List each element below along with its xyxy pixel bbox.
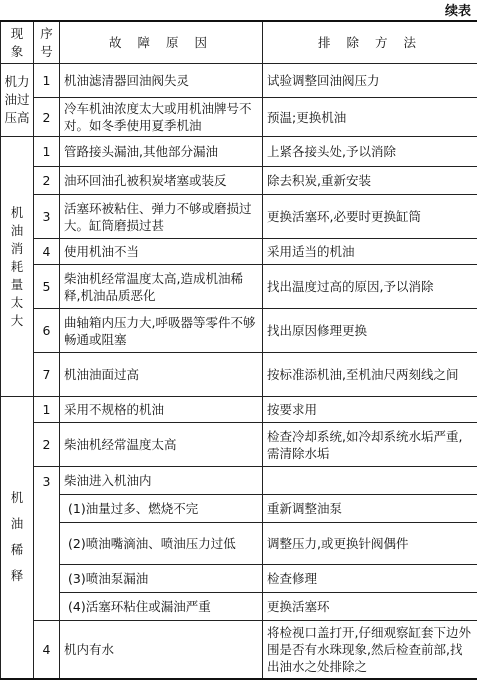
num-cell: 3 <box>34 467 60 621</box>
table-row <box>1 495 477 523</box>
header-row <box>1 21 477 64</box>
remedy-cell: 调整压力,或更换针阀偶件 <box>263 523 477 565</box>
remedy-cell: 按标准添机油,至机油尺两刻线之间 <box>263 353 477 397</box>
cause-cell: 柴油进入机油内 <box>60 467 263 495</box>
num-cell: 3 <box>34 195 60 239</box>
remedy-cell: 检查冷却系统,如冷却系统水垢严重,需清除水垢 <box>263 423 477 467</box>
symptom-cell: 机油消耗量太大 <box>1 137 34 397</box>
symptom-cell: 机力油过压高 <box>1 64 34 137</box>
num-cell: 4 <box>34 239 60 265</box>
header-cause: 故 障 原 因 <box>60 21 263 64</box>
remedy-cell: 按要求用 <box>263 397 477 423</box>
cause-cell: 冷车机油浓度太大或用机油牌号不对。如冬季使用夏季机油 <box>60 98 263 137</box>
table-row <box>1 98 477 137</box>
cause-cell: 油环回油孔被积炭堵塞或装反 <box>60 167 263 195</box>
num-cell: 7 <box>34 353 60 397</box>
num-cell: 2 <box>34 423 60 467</box>
table-row <box>1 523 477 565</box>
table-row <box>1 423 477 467</box>
cause-cell: 采用不规格的机油 <box>60 397 263 423</box>
table-row <box>1 137 477 167</box>
cause-cell: 柴油机经常温度太高,造成机油稀释,机油品质恶化 <box>60 265 263 309</box>
num-cell: 5 <box>34 265 60 309</box>
num-cell: 2 <box>34 98 60 137</box>
table-row <box>1 64 477 98</box>
table-row <box>1 565 477 593</box>
table-row <box>1 265 477 309</box>
header-symptom: 现象 <box>1 21 34 64</box>
cause-cell: 管路接头漏油,其他部分漏油 <box>60 137 263 167</box>
symptom-cell: 机油稀释 <box>1 397 34 679</box>
remedy-cell: 上紧各接头处,予以消除 <box>263 137 477 167</box>
num-cell: 4 <box>34 621 60 679</box>
header-num: 序号 <box>34 21 60 64</box>
num-cell: 2 <box>34 167 60 195</box>
cause-cell: 机内有水 <box>60 621 263 679</box>
cause-cell: (4)活塞环粘住或漏油严重 <box>60 593 263 621</box>
cause-cell: 曲轴箱内压力大,呼吸器等零件不够畅通或阻塞 <box>60 309 263 353</box>
header-remedy: 排 除 方 法 <box>263 21 477 64</box>
table-row <box>1 195 477 239</box>
table-row <box>1 239 477 265</box>
num-cell: 1 <box>34 64 60 98</box>
cause-cell: (3)喷油泵漏油 <box>60 565 263 593</box>
table-row <box>1 353 477 397</box>
fault-table <box>0 20 477 680</box>
cause-cell: (2)喷油嘴滴油、喷油压力过低 <box>60 523 263 565</box>
remedy-cell: 试验调整回油阀压力 <box>263 64 477 98</box>
cause-cell: 柴油机经常温度太高 <box>60 423 263 467</box>
remedy-cell: 更换活塞环,必要时更换缸筒 <box>263 195 477 239</box>
cause-cell: (1)油量过多、燃烧不完 <box>60 495 263 523</box>
cause-cell: 使用机油不当 <box>60 239 263 265</box>
remedy-cell: 找出原因修理更换 <box>263 309 477 353</box>
remedy-cell: 检查修理 <box>263 565 477 593</box>
num-cell: 1 <box>34 397 60 423</box>
remedy-cell: 除去积炭,重新安装 <box>263 167 477 195</box>
table-caption: 续表 <box>444 4 471 19</box>
cause-cell: 机油滤清器回油阀失灵 <box>60 64 263 98</box>
remedy-cell: 重新调整油泵 <box>263 495 477 523</box>
table-row <box>1 621 477 679</box>
table-row <box>1 309 477 353</box>
cause-cell: 活塞环被粘住、弹力不够或磨损过大。缸筒磨损过甚 <box>60 195 263 239</box>
table-row <box>1 167 477 195</box>
num-cell: 1 <box>34 137 60 167</box>
table-row <box>1 467 477 495</box>
num-cell: 6 <box>34 309 60 353</box>
remedy-cell: 将检视口盖打开,仔细观察缸套下边外围是否有水珠现象,然后检查前部,找出油水之处排除之 <box>263 621 477 679</box>
table-row <box>1 593 477 621</box>
remedy-cell: 采用适当的机油 <box>263 239 477 265</box>
remedy-cell: 更换活塞环 <box>263 593 477 621</box>
remedy-cell: 找出温度过高的原因,予以消除 <box>263 265 477 309</box>
remedy-cell: 预温;更换机油 <box>263 98 477 137</box>
table-row <box>1 397 477 423</box>
remedy-cell <box>263 467 477 495</box>
cause-cell: 机油油面过高 <box>60 353 263 397</box>
